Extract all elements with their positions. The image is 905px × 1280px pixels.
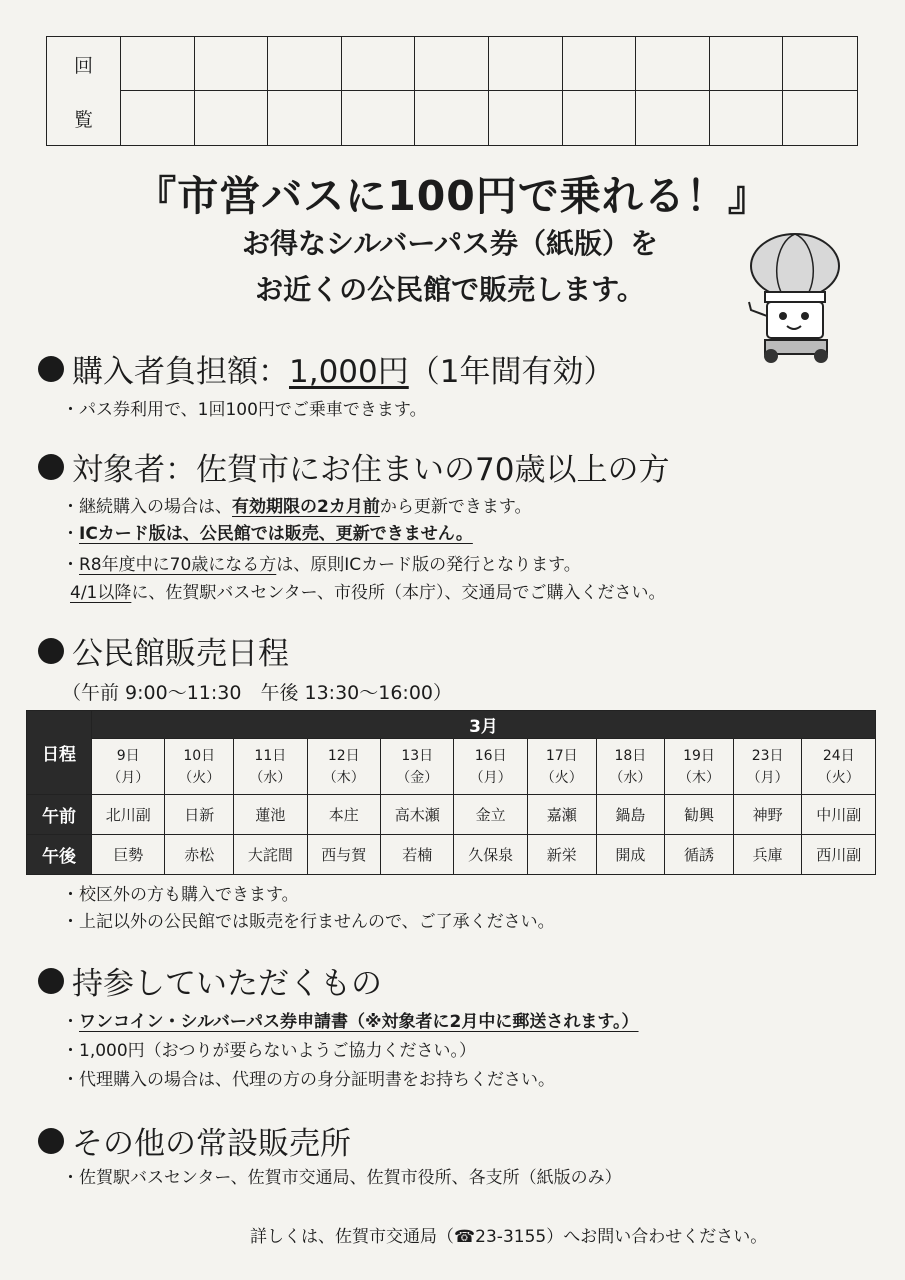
pm-row [27,835,876,875]
price-amount: 1,000円 [289,354,409,390]
stamp-cell [563,91,637,145]
am-venue: 蓮池 [234,795,307,835]
schedule-note-2: ・上記以外の公民館では販売を行ませんので、ご了承ください。 [62,912,555,932]
schedule-note-1: ・校区外の方も購入できます。 [62,885,299,905]
pm-venue: 西川副 [802,835,876,875]
date-text: 19日 [683,747,715,764]
date-text: 13日 [401,747,434,764]
date-text: 18日 [614,747,647,764]
stamp-cell [563,37,637,91]
pm-venue: 赤松 [165,835,234,875]
note-text: に、佐賀駅バスセンター、市役所（本庁）、交通局でご購入ください。 [131,583,666,603]
date-text: 16日 [474,747,507,764]
note-emphasis: 4/1以降 [70,583,132,603]
circulation-stamp-grid [46,36,858,146]
headline: 『市営バスに100円で乗れる！』 [135,172,770,220]
target-note-4 [70,578,666,603]
weekday-text: （月） [469,769,512,786]
stamp-cell [268,37,342,91]
target-note-1 [62,492,531,517]
subtitle-line-2: お近くの公民館で販売します。 [255,273,645,306]
stamp-cell [195,91,269,145]
date-cell [454,739,527,795]
bring-heading-text: 持参していただくもの [72,966,382,1002]
stamp-cell [636,91,710,145]
am-venue: 勧興 [665,795,734,835]
month-header: 3月 [92,711,876,739]
other-note: ・佐賀駅バスセンター、佐賀市交通局、佐賀市役所、各支所（紙版のみ） [62,1168,622,1188]
weekday-text: （火） [178,769,221,786]
am-venue: 高木瀬 [381,795,454,835]
stamp-cell [783,37,857,91]
note-text: ・継続購入の場合は、 [62,497,232,517]
other-heading-text: その他の常設販売所 [72,1126,351,1162]
bullet-icon [38,356,64,382]
weekday-text: （火） [817,769,860,786]
bullet-icon [38,454,64,480]
bullet-icon [38,1128,64,1154]
weekday-text: （水） [609,769,652,786]
stamp-cell [342,91,416,145]
stamp-cell [342,37,416,91]
weekday-text: （金） [396,769,439,786]
circulation-label-bottom: 覧 [73,108,93,131]
date-text: 24日 [822,747,855,764]
other-heading [38,1118,351,1163]
circulation-label-top: 回 [73,54,93,77]
am-venue: 日新 [165,795,234,835]
pm-venue: 西与賀 [307,835,380,875]
row-label-am: 午前 [27,795,92,835]
schedule-table [26,710,876,875]
stamp-cell [195,37,269,91]
stamp-cell [710,37,784,91]
date-cell [92,739,165,795]
am-venue: 北川副 [92,795,165,835]
bullet-icon [38,638,64,664]
note-text: は、原則ICカード版の発行となります。 [276,555,581,575]
price-heading [38,346,614,391]
am-venue: 金立 [454,795,527,835]
note-text: から更新できます。 [379,497,532,517]
weekday-text: （月） [746,769,789,786]
note-text: ・ [62,1012,79,1032]
price-prefix: 購入者負担額： [72,354,289,390]
date-cell [527,739,596,795]
date-cell [802,739,876,795]
stamp-cell [121,37,195,91]
target-note-3 [62,550,581,575]
stamp-cell [121,91,195,145]
pm-venue: 巨勢 [92,835,165,875]
am-venue: 神野 [733,795,802,835]
weekday-text: （木） [678,769,720,786]
pm-venue: 循誘 [665,835,734,875]
bring-heading [38,958,382,1003]
am-row [27,795,876,835]
date-text: 9日 [116,747,140,764]
date-text: 12日 [327,747,360,764]
note-emphasis: ワンコイン・シルバーパス券申請書（※対象者に2月中に郵送されます。） [79,1012,639,1032]
date-cell [733,739,802,795]
weekday-text: （火） [540,769,583,786]
date-cell [307,739,380,795]
pm-venue: 開成 [596,835,665,875]
bring-note-1 [62,1007,639,1032]
schedule-heading [38,628,289,673]
row-label-pm: 午後 [27,835,92,875]
schedule-heading-text: 公民館販売日程 [72,636,289,672]
note-emphasis: ICカード版は、公民館では販売、更新できません。 [79,524,473,544]
target-note-2 [62,519,473,544]
pm-venue: 新栄 [527,835,596,875]
am-venue: 本庄 [307,795,380,835]
stamp-cell [489,37,563,91]
price-note: ・パス券利用で、1回100円でご乗車できます。 [62,400,427,420]
date-row [27,739,876,795]
bring-note-2: ・1,000円（おつりが要らないようご協力ください。） [62,1041,476,1061]
weekday-text: （木） [322,769,365,786]
stamp-cell [783,91,857,145]
price-suffix: （1年間有効） [408,354,615,390]
stamp-cell [636,37,710,91]
date-text: 17日 [545,747,578,764]
subtitle-line-1: お得なシルバーパス券（紙版）を [242,227,658,260]
stamp-cell [268,91,342,145]
note-text: ・ [62,555,79,575]
note-text: ・ [62,524,79,544]
pm-venue: 大詫間 [234,835,307,875]
date-cell [234,739,307,795]
stamp-cell [489,91,563,145]
row-label-date: 日程 [27,711,92,795]
stamp-cell [415,91,489,145]
stamp-cell [710,91,784,145]
date-cell [596,739,665,795]
date-cell [165,739,234,795]
stamp-cell [415,37,489,91]
circulation-label [47,37,121,145]
bullet-icon [38,968,64,994]
target-heading-text: 対象者：佐賀市にお住まいの70歳以上の方 [72,452,670,488]
weekday-text: （月） [107,769,150,786]
pm-venue: 兵庫 [733,835,802,875]
am-venue: 中川副 [802,795,876,835]
weekday-text: （水） [249,769,292,786]
am-venue: 鍋島 [596,795,665,835]
am-venue: 嘉瀬 [527,795,596,835]
date-text: 23日 [751,747,784,764]
date-text: 11日 [254,747,287,764]
date-cell [665,739,734,795]
bus-mascot-icon [745,232,845,367]
pm-venue: 若楠 [381,835,454,875]
bring-note-3: ・代理購入の場合は、代理の方の身分証明書をお持ちください。 [62,1070,555,1090]
date-cell [381,739,454,795]
note-emphasis: 有効期限の2カ月前 [232,497,380,517]
pm-venue: 久保泉 [454,835,527,875]
note-emphasis: R8年度中に70歳になる方 [79,555,277,575]
footer-contact: 詳しくは、佐賀市交通局（☎23-3155）へお問い合わせください。 [250,1227,768,1247]
target-heading [38,444,669,489]
schedule-hours: （午前 9:00～11:30 午後 13:30～16:00） [62,682,453,704]
date-text: 10日 [183,747,216,764]
